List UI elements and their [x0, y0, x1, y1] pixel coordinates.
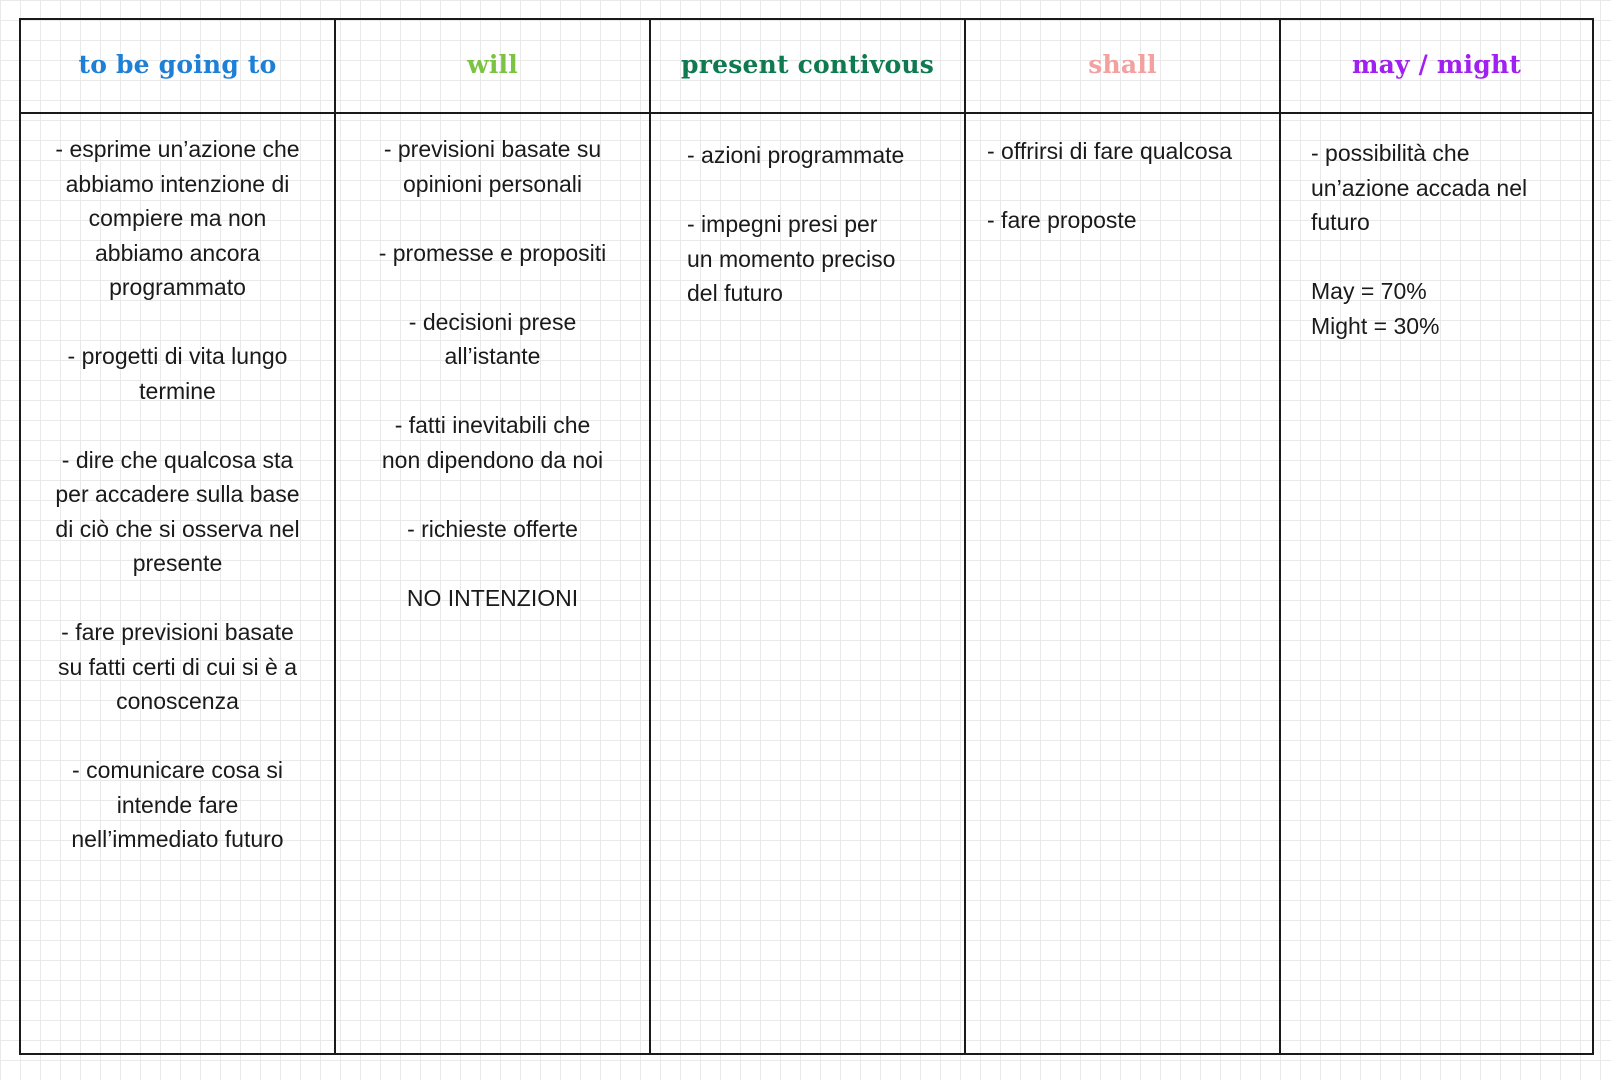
header-shall	[966, 20, 1281, 114]
list-item: - fatti inevitabili che non dipendono da noi	[381, 412, 604, 473]
header-title: will	[467, 49, 518, 79]
column-present-continuous	[651, 114, 966, 1053]
header-title: present contivous	[681, 49, 934, 79]
column-going-to	[21, 114, 336, 1053]
list-item: - previsioni basate su opinioni personali	[383, 136, 602, 197]
header-may-might	[1281, 20, 1592, 114]
column-may-might	[1281, 114, 1592, 1053]
list-item: - dire che qualcosa sta per accadere sulla base di ciò che si osserva nel presente	[55, 446, 300, 576]
column-will	[336, 114, 651, 1053]
grammar-table	[19, 18, 1594, 1055]
header-going-to	[21, 20, 336, 114]
list-item: - azioni programmate	[687, 142, 905, 168]
header-present-continuous	[651, 20, 966, 114]
list-item: Might = 30%	[1311, 312, 1440, 339]
header-title: shall	[1088, 49, 1157, 79]
list-item: - fare previsioni basate su fatti certi di cui si è a conoscenza	[57, 619, 298, 714]
list-item: - richieste offerte	[407, 515, 578, 542]
header-will	[336, 20, 651, 114]
column-shall	[966, 114, 1281, 1053]
list-item: - possibilità che un’azione accada nel futuro	[1311, 140, 1528, 235]
list-item: - promesse e propositi	[378, 239, 607, 266]
list-item: - comunicare cosa si intende fare nell’immediato futuro	[71, 757, 284, 852]
list-item: - progetti di vita lungo termine	[67, 343, 288, 404]
list-item: - decisioni prese all’istante	[408, 308, 577, 369]
list-item: NO INTENZIONI	[406, 584, 579, 611]
list-item: - offrirsi di fare qualcosa	[987, 138, 1233, 164]
list-item: - esprime un’azione che abbiamo intenzione di compiere ma non abbiamo ancora programmato	[55, 136, 300, 300]
header-title: may / might	[1351, 49, 1522, 79]
list-item: - impegni presi per un momento preciso del futuro	[687, 211, 896, 306]
list-item: - fare proposte	[987, 207, 1137, 233]
header-title: to be going to	[78, 49, 277, 79]
list-item: May = 70%	[1311, 278, 1427, 304]
